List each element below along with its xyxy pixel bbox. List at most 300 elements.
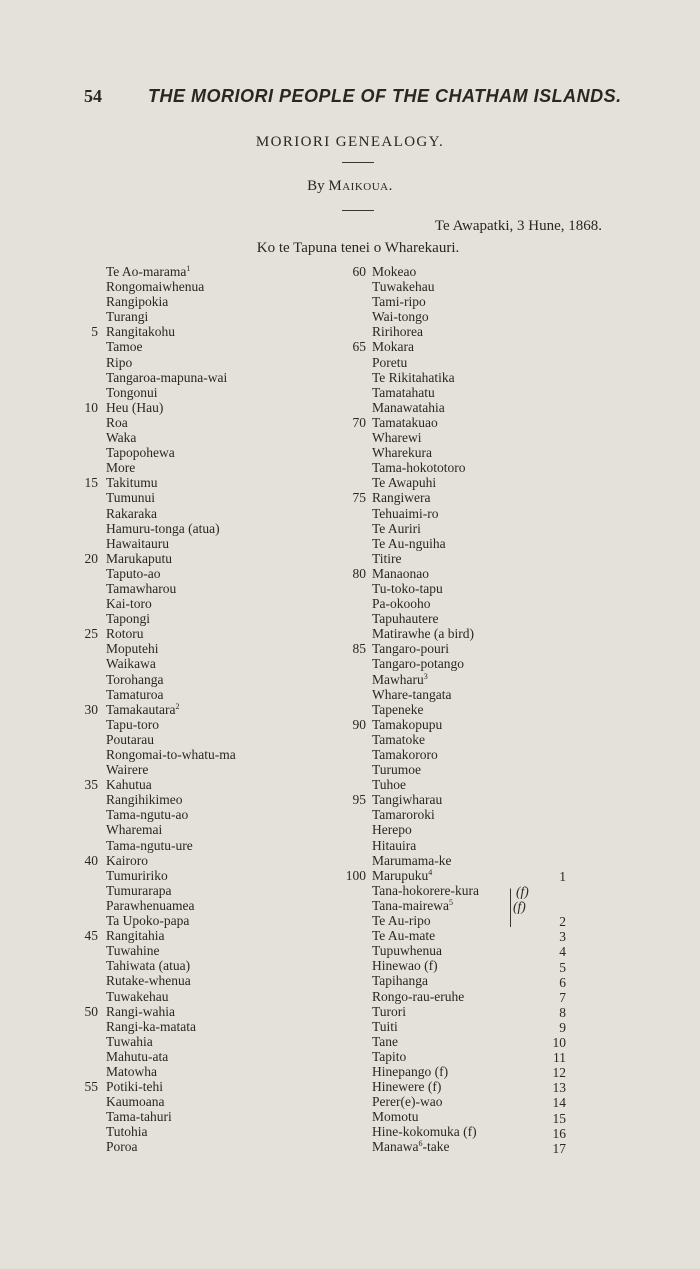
ancestor-name-text: Tamatoke bbox=[372, 731, 426, 747]
generation-numbers bbox=[530, 869, 566, 1156]
ancestor-name bbox=[372, 400, 445, 415]
ancestor-name-text: Poutarau bbox=[106, 731, 154, 747]
ancestor-name bbox=[372, 672, 428, 687]
ancestor-name bbox=[106, 1124, 148, 1139]
ancestor-name-text: Manawa bbox=[372, 1139, 419, 1155]
ancestor-name bbox=[372, 506, 439, 521]
ancestor-name bbox=[372, 1109, 419, 1124]
ancestor-name bbox=[372, 521, 421, 536]
genealogy-entry bbox=[336, 309, 596, 324]
ancestor-name bbox=[106, 641, 159, 656]
line-number: 10 bbox=[84, 399, 98, 415]
ancestor-name-text: Tapuhautere bbox=[372, 611, 439, 627]
ancestor-name bbox=[106, 385, 158, 400]
ancestor-name bbox=[372, 777, 406, 792]
brace-mark bbox=[506, 888, 511, 927]
ancestor-name bbox=[106, 370, 227, 385]
line-number: 5 bbox=[91, 324, 98, 340]
ancestor-name-text: Tami-ripo bbox=[372, 294, 426, 310]
ancestor-name bbox=[106, 807, 188, 822]
ancestor-name-text: Tamatakuao bbox=[372, 414, 438, 430]
genealogy-entry bbox=[336, 430, 596, 445]
footnote-marker: 6 bbox=[418, 1139, 423, 1149]
ancestor-name-text: Wharekura bbox=[372, 445, 432, 461]
genealogy-entry bbox=[72, 475, 342, 490]
ancestor-name-text: Tuwahia bbox=[106, 1033, 153, 1049]
ancestor-name bbox=[106, 928, 164, 943]
line-number: 75 bbox=[352, 490, 366, 506]
generation-number: 1 bbox=[559, 869, 566, 884]
genealogy-entry bbox=[72, 1064, 342, 1079]
ancestor-name-text: Tapopohewa bbox=[106, 445, 175, 461]
ancestor-name bbox=[372, 385, 435, 400]
genealogy-entry bbox=[336, 400, 596, 415]
ancestor-name bbox=[372, 596, 431, 611]
ancestor-name bbox=[106, 792, 183, 807]
genealogy-entry bbox=[72, 672, 342, 687]
ancestor-name bbox=[372, 853, 451, 868]
ancestor-name-text: Tumunui bbox=[106, 490, 156, 506]
line-number: 55 bbox=[84, 1079, 98, 1095]
ancestor-name-text: Tamakororo bbox=[372, 747, 438, 762]
ancestor-name-text: Mawharu bbox=[372, 671, 424, 687]
genealogy-entry bbox=[336, 777, 596, 792]
genealogy-entry bbox=[72, 1139, 342, 1154]
ancestor-name-text: Marupuku bbox=[372, 867, 429, 883]
generation-number: 8 bbox=[559, 1004, 566, 1020]
ancestor-name-text: Tamakopupu bbox=[372, 716, 443, 732]
ancestor-name bbox=[372, 264, 416, 279]
ancestor-name-text: Poretu bbox=[372, 354, 408, 370]
genealogy-entry bbox=[336, 611, 596, 626]
ancestor-name-text: Moputehi bbox=[106, 641, 159, 657]
ancestor-name-text: Rongomaiwhenua bbox=[106, 279, 205, 295]
genealogy-entry bbox=[72, 1094, 342, 1109]
ancestor-name bbox=[106, 762, 148, 777]
ancestor-name bbox=[106, 868, 168, 883]
genealogy-entry bbox=[72, 853, 342, 868]
ancestor-name-text: Hinepango (f) bbox=[372, 1063, 449, 1079]
ancestor-name bbox=[106, 1109, 172, 1124]
ancestor-name bbox=[372, 339, 414, 354]
ancestor-name bbox=[106, 566, 161, 581]
ancestor-name bbox=[106, 943, 160, 958]
ancestor-name-text: Tangaroa-mapuna-wai bbox=[106, 369, 228, 385]
ancestor-name-text: Tumuririko bbox=[106, 867, 168, 883]
ancestor-name-text: Tamaturoa bbox=[106, 686, 164, 702]
genealogy-entry bbox=[336, 506, 596, 521]
line-number: 60 bbox=[352, 264, 366, 279]
ancestor-name bbox=[372, 868, 432, 883]
ancestor-name bbox=[372, 1004, 406, 1019]
ancestor-name bbox=[106, 687, 164, 702]
genealogy-entry bbox=[72, 385, 342, 400]
ancestor-name-text: Tuwahine bbox=[106, 943, 160, 959]
ancestor-name bbox=[372, 355, 407, 370]
ancestor-name bbox=[372, 1079, 441, 1094]
ancestor-name bbox=[106, 702, 180, 717]
ancestor-name-text: Turangi bbox=[106, 309, 149, 325]
genealogy-entry bbox=[72, 355, 342, 370]
ancestor-name-text: Tamatahatu bbox=[372, 384, 435, 400]
ancestor-name bbox=[106, 747, 236, 762]
ancestor-name-text: Hine-kokomuka (f) bbox=[372, 1124, 477, 1140]
genealogy-entry bbox=[72, 732, 342, 747]
page-number: 54 bbox=[84, 86, 102, 106]
ancestor-name bbox=[372, 928, 435, 943]
ancestor-name-text: Tapeneke bbox=[372, 701, 424, 717]
ancestor-name-text: Wharewi bbox=[372, 430, 422, 446]
ancestor-name-text: Ririhorea bbox=[372, 324, 423, 340]
genealogy-entry bbox=[336, 475, 596, 490]
genealogy-entry bbox=[72, 1004, 342, 1019]
line-number: 85 bbox=[352, 641, 366, 657]
ancestor-name bbox=[106, 732, 154, 747]
ancestor-name bbox=[106, 309, 148, 324]
ancestor-name-text: Tuwakehau bbox=[372, 279, 435, 295]
genealogy-entry bbox=[72, 581, 342, 596]
generation-number bbox=[530, 899, 566, 914]
ancestor-name bbox=[106, 1079, 163, 1094]
ancestor-name bbox=[106, 400, 163, 415]
ancestor-name bbox=[106, 430, 136, 445]
genealogy-entry bbox=[336, 853, 596, 868]
ancestor-name-text: Tumurarapa bbox=[106, 882, 172, 898]
ancestor-name bbox=[372, 792, 442, 807]
ancestor-name bbox=[106, 490, 155, 505]
genealogy-entry bbox=[72, 883, 342, 898]
genealogy-entry bbox=[72, 370, 342, 385]
ancestor-name bbox=[372, 1124, 477, 1139]
genealogy-entry bbox=[336, 656, 596, 671]
generation-number: 11 bbox=[553, 1050, 566, 1066]
ancestor-name bbox=[106, 958, 190, 973]
genealogy-entry bbox=[336, 279, 596, 294]
byline-prefix: By bbox=[307, 178, 325, 194]
ancestor-name-text: Rakaraka bbox=[106, 505, 157, 521]
ancestor-name bbox=[106, 475, 158, 490]
genealogy-entry bbox=[336, 551, 596, 566]
ancestor-name bbox=[372, 430, 421, 445]
divider-rule bbox=[342, 162, 374, 163]
ancestor-name bbox=[372, 883, 479, 898]
genealogy-entry bbox=[336, 732, 596, 747]
genealogy-entry bbox=[72, 717, 342, 732]
ancestor-name-text: Poroa bbox=[106, 1139, 138, 1155]
genealogy-entry bbox=[72, 415, 342, 430]
ancestor-name-text: Potiki-tehi bbox=[106, 1079, 163, 1095]
ancestor-name-text: Wharemai bbox=[106, 822, 163, 838]
genealogy-entry bbox=[336, 415, 596, 430]
generation-number: 2 bbox=[559, 914, 566, 930]
genealogy-entry bbox=[336, 596, 596, 611]
ancestor-name bbox=[372, 838, 416, 853]
ancestor-name bbox=[106, 551, 172, 566]
line-number: 80 bbox=[352, 565, 366, 581]
ancestor-name bbox=[106, 898, 194, 913]
ancestor-name-text: Tuwakehau bbox=[106, 988, 169, 1004]
genealogy-entry bbox=[72, 309, 342, 324]
genealogy-entry bbox=[72, 551, 342, 566]
ancestor-name-text: Ripo bbox=[106, 354, 133, 370]
ancestor-name bbox=[106, 1034, 153, 1049]
ancestor-name-text: Taputo-ao bbox=[106, 565, 161, 581]
ancestor-name-text: Ta Upoko-papa bbox=[106, 913, 190, 929]
ancestor-name-text: Rotoru bbox=[106, 626, 144, 642]
ancestor-name-text: Waikawa bbox=[106, 656, 156, 672]
ancestor-name bbox=[372, 370, 455, 385]
genealogy-entry bbox=[336, 355, 596, 370]
genealogy-entry bbox=[336, 536, 596, 551]
ancestor-name bbox=[106, 324, 175, 339]
ancestor-name bbox=[106, 777, 152, 792]
ancestor-name-text: Tama-tahuri bbox=[106, 1109, 172, 1125]
ancestor-name bbox=[106, 717, 159, 732]
ancestor-name-text: Tamoe bbox=[106, 339, 143, 355]
ancestor-name-text: Kai-toro bbox=[106, 596, 152, 612]
genealogy-entry bbox=[336, 747, 596, 762]
ancestor-name-text: Te Auriri bbox=[372, 520, 421, 536]
ancestor-name-text: Mokeao bbox=[372, 264, 417, 279]
genealogy-entry bbox=[336, 641, 596, 656]
ancestor-name-text: Turumoe bbox=[372, 762, 422, 778]
genealogy-entry bbox=[72, 822, 342, 837]
genealogy-entry bbox=[72, 611, 342, 626]
ancestor-name bbox=[372, 641, 449, 656]
genealogy-entry bbox=[336, 702, 596, 717]
genealogy-entry bbox=[336, 792, 596, 807]
ancestor-name-text: Whare-tangata bbox=[372, 686, 452, 702]
ancestor-name-text: Torohanga bbox=[106, 671, 164, 687]
genealogy-entry bbox=[336, 294, 596, 309]
ancestor-name-text: Tapu-toro bbox=[106, 716, 160, 732]
ancestor-name-text: Tane bbox=[372, 1033, 399, 1049]
genealogy-entry bbox=[72, 807, 342, 822]
line-number: 45 bbox=[84, 928, 98, 944]
ancestor-name-text: Tahiwata (atua) bbox=[106, 958, 191, 974]
footnote-marker: 2 bbox=[175, 701, 180, 711]
ancestor-name bbox=[106, 883, 172, 898]
ancestor-name-text: Pa-okooho bbox=[372, 596, 431, 612]
ancestor-name bbox=[372, 294, 426, 309]
ancestor-name bbox=[372, 958, 438, 973]
genealogy-entry bbox=[72, 792, 342, 807]
ancestor-name bbox=[372, 732, 425, 747]
genealogy-entry bbox=[72, 868, 342, 883]
genealogy-entry bbox=[72, 958, 342, 973]
ancestor-name bbox=[106, 581, 176, 596]
line-number: 35 bbox=[84, 777, 98, 793]
ancestor-name bbox=[106, 339, 143, 354]
ancestor-name-text: Rangi-wahia bbox=[106, 1003, 175, 1019]
ancestor-name bbox=[372, 717, 442, 732]
genealogy-entry bbox=[336, 324, 596, 339]
ancestor-name-text: Wairere bbox=[106, 762, 149, 778]
ancestor-name-text: Tama-ngutu-ure bbox=[106, 837, 193, 853]
ancestor-name-text: Te Rikitahatika bbox=[372, 369, 455, 385]
generation-number: 6 bbox=[559, 974, 566, 990]
genealogy-entry bbox=[72, 339, 342, 354]
ancestor-name bbox=[372, 943, 442, 958]
genealogy-entry bbox=[72, 928, 342, 943]
section-title: MORIORI GENEALOGY. bbox=[255, 134, 445, 150]
line-number: 90 bbox=[352, 716, 366, 732]
genealogy-entry bbox=[336, 807, 596, 822]
ancestor-name bbox=[372, 702, 424, 717]
genealogy-entry bbox=[72, 536, 342, 551]
ancestor-name-text: Rongo-rau-eruhe bbox=[372, 988, 465, 1004]
ancestor-name bbox=[372, 566, 429, 581]
genealogy-entry bbox=[72, 1049, 342, 1064]
ancestor-name bbox=[106, 973, 191, 988]
ancestor-name-text: Titire bbox=[372, 550, 402, 566]
footnote-marker: 1 bbox=[186, 264, 191, 273]
ancestor-name-text: Tapihanga bbox=[372, 973, 429, 989]
dateline: Te Awapatki, 3 Hune, 1868. bbox=[434, 218, 602, 234]
byline-author: Maikoua. bbox=[328, 178, 393, 194]
ancestor-name-text: Heu (Hau) bbox=[106, 399, 164, 415]
ancestor-name-text: Kahutua bbox=[106, 777, 152, 793]
genealogy-entry bbox=[336, 687, 596, 702]
ancestor-name bbox=[372, 626, 474, 641]
footnote-marker: 4 bbox=[428, 867, 433, 877]
ancestor-name bbox=[106, 1094, 164, 1109]
genealogy-entry bbox=[336, 339, 596, 354]
genealogy-entry bbox=[72, 656, 342, 671]
genealogy-entry bbox=[72, 762, 342, 777]
ancestor-name bbox=[372, 1034, 398, 1049]
ancestor-name-text: Rangitakohu bbox=[106, 324, 175, 340]
genealogy-entry bbox=[72, 913, 342, 928]
ancestor-name bbox=[372, 1139, 449, 1154]
female-mark: (f) bbox=[516, 884, 529, 899]
genealogy-entry bbox=[336, 385, 596, 400]
genealogy-entry bbox=[72, 1034, 342, 1049]
ancestor-name-text: Tamaroroki bbox=[372, 807, 435, 823]
ancestor-name bbox=[106, 611, 150, 626]
genealogy-entry bbox=[72, 898, 342, 913]
ancestor-name bbox=[372, 1049, 406, 1064]
genealogy-entry bbox=[72, 973, 342, 988]
ancestor-name-text: Tutohia bbox=[106, 1124, 148, 1140]
line-number: 65 bbox=[352, 339, 366, 355]
line-number: 70 bbox=[352, 414, 366, 430]
ancestor-name-suffix: -take bbox=[422, 1139, 450, 1155]
ancestor-name-text: Tapongi bbox=[106, 611, 151, 627]
ancestor-name-text: More bbox=[106, 460, 136, 476]
ancestor-name bbox=[372, 551, 402, 566]
ancestor-name-text: Tangaro-potango bbox=[372, 656, 465, 672]
ancestor-name-text: Rongomai-to-whatu-ma bbox=[106, 747, 236, 762]
ancestor-name bbox=[372, 490, 430, 505]
ancestor-name bbox=[106, 506, 157, 521]
genealogy-entry bbox=[72, 1019, 342, 1034]
generation-number: 16 bbox=[552, 1125, 566, 1141]
genealogy-entry bbox=[72, 702, 342, 717]
genealogy-entry bbox=[72, 626, 342, 641]
ancestor-name bbox=[372, 913, 431, 928]
line-number: 50 bbox=[84, 1003, 98, 1019]
ancestor-name-text: Tongonui bbox=[106, 384, 158, 400]
ancestor-name bbox=[106, 596, 152, 611]
ancestor-name-text: Takitumu bbox=[106, 475, 158, 491]
genealogy-entry bbox=[336, 822, 596, 837]
ancestor-name bbox=[106, 279, 204, 294]
ancestor-name-text: Hamuru-tonga (atua) bbox=[106, 520, 220, 536]
genealogy-entry bbox=[336, 566, 596, 581]
ancestor-name-text: Rangi-ka-matata bbox=[106, 1018, 196, 1034]
ancestor-name-text: Kaumoana bbox=[106, 1094, 165, 1110]
ancestor-name bbox=[106, 822, 162, 837]
ancestor-name bbox=[106, 656, 156, 671]
ancestor-name-text: Te Au-ripo bbox=[372, 913, 431, 929]
ancestor-name bbox=[106, 838, 193, 853]
genealogy-entry bbox=[72, 324, 342, 339]
ancestor-name bbox=[372, 898, 453, 913]
genealogy-entry bbox=[336, 762, 596, 777]
genealogy-entry bbox=[72, 445, 342, 460]
ancestor-name bbox=[372, 611, 439, 626]
ancestor-name-text: Rangitahia bbox=[106, 928, 165, 944]
genealogy-entry bbox=[72, 777, 342, 792]
ancestor-name-text: Tama-hokototoro bbox=[372, 460, 466, 476]
ancestor-name-text: Turori bbox=[372, 1003, 407, 1019]
ancestor-name-text: Rangipokia bbox=[106, 294, 169, 310]
ancestor-name-text: Tama-ngutu-ao bbox=[106, 807, 189, 823]
line-number: 20 bbox=[84, 550, 98, 566]
ancestor-name bbox=[372, 687, 451, 702]
ancestor-name bbox=[372, 309, 429, 324]
line-number: 30 bbox=[84, 701, 98, 717]
genealogy-entry bbox=[72, 430, 342, 445]
generation-number: 10 bbox=[552, 1035, 566, 1051]
subtitle: Ko te Tapuna tenei o Wharekauri. bbox=[256, 240, 460, 256]
ancestor-name bbox=[372, 1064, 448, 1079]
ancestor-name-text: Roa bbox=[106, 414, 128, 430]
genealogy-entry bbox=[72, 641, 342, 656]
ancestor-name-text: Wai-tongo bbox=[372, 309, 429, 325]
generation-number: 3 bbox=[559, 929, 566, 945]
ancestor-name bbox=[372, 415, 438, 430]
ancestor-name-text: Matirawhe (a bird) bbox=[372, 626, 474, 642]
generation-number: 5 bbox=[559, 959, 566, 975]
ancestor-name-text: Hawaitauru bbox=[106, 535, 169, 551]
genealogy-entry bbox=[72, 1079, 342, 1094]
ancestor-name bbox=[106, 1064, 157, 1079]
ancestor-name-text: Herepo bbox=[372, 822, 412, 838]
genealogy-entry bbox=[336, 581, 596, 596]
ancestor-name bbox=[372, 536, 446, 551]
divider-rule bbox=[342, 210, 374, 211]
genealogy-entry bbox=[72, 1124, 342, 1139]
generation-number: 12 bbox=[552, 1065, 566, 1081]
genealogy-entry bbox=[336, 838, 596, 853]
ancestor-name-text: Tupuwhenua bbox=[372, 943, 443, 959]
genealogy-entry bbox=[72, 294, 342, 309]
ancestor-name bbox=[106, 1019, 196, 1034]
ancestor-name bbox=[106, 460, 135, 475]
ancestor-name-text: Rutake-whenua bbox=[106, 973, 191, 989]
genealogy-entry bbox=[336, 717, 596, 732]
line-number: 95 bbox=[352, 792, 366, 808]
ancestor-name bbox=[372, 807, 435, 822]
genealogy-entry bbox=[72, 838, 342, 853]
ancestor-name bbox=[106, 989, 169, 1004]
ancestor-name bbox=[106, 913, 189, 928]
genealogy-entry bbox=[336, 460, 596, 475]
ancestor-name-text: Tangaro-pouri bbox=[372, 641, 450, 657]
page-header bbox=[84, 86, 622, 116]
